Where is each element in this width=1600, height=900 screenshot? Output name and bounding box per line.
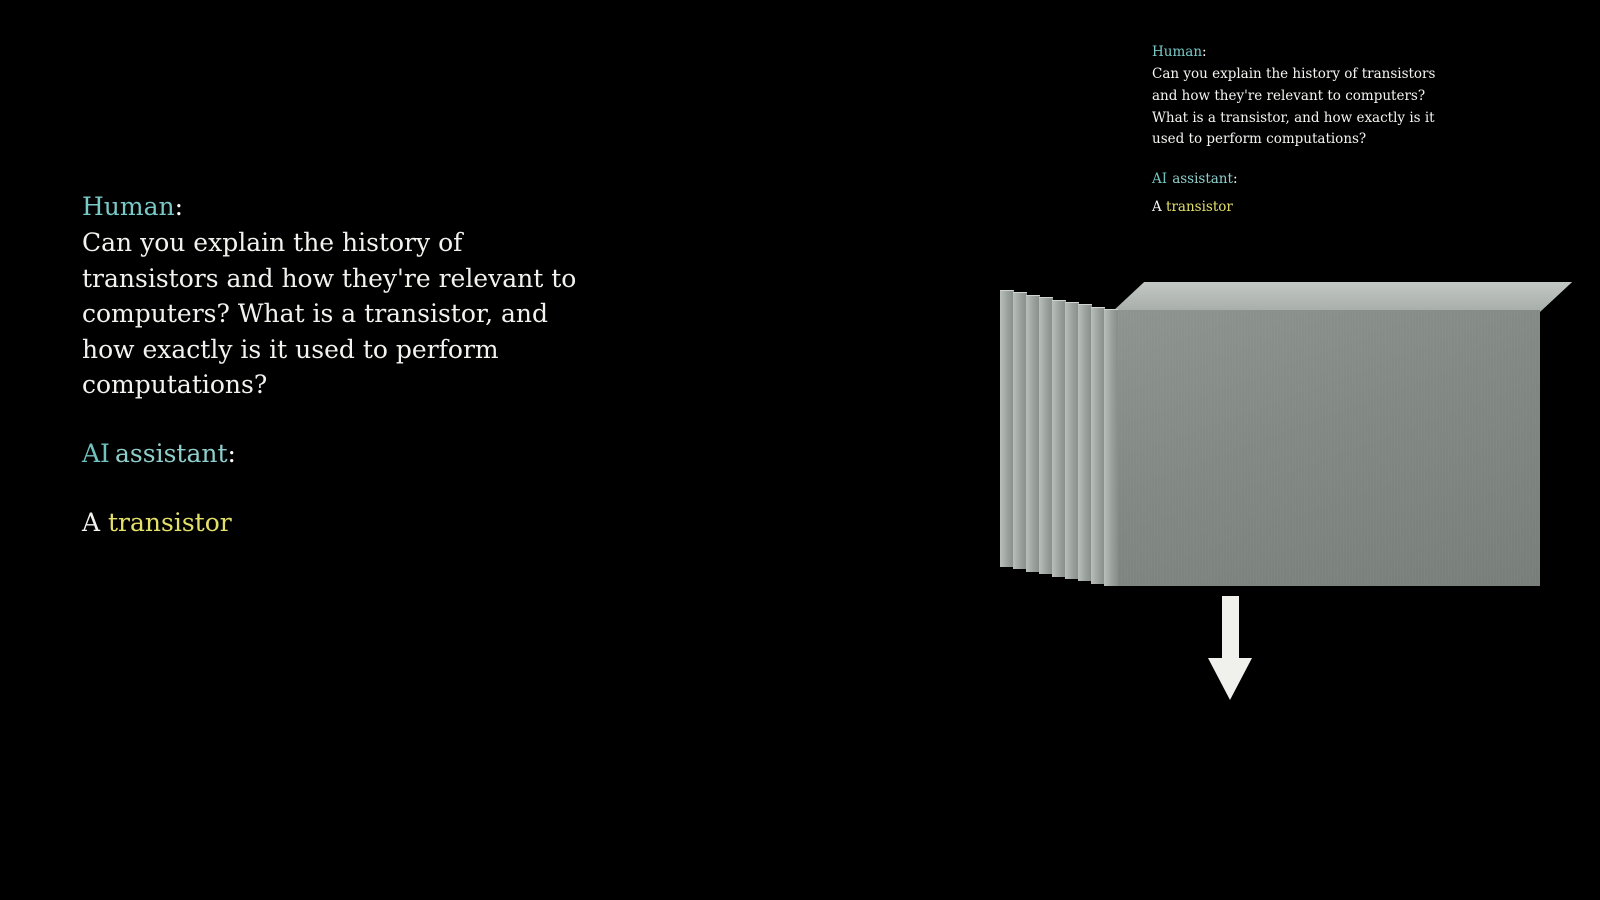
down-arrow-shaft xyxy=(1222,596,1239,662)
ai-speaker-line-small xyxy=(1152,167,1452,189)
layer-stack-figure xyxy=(1000,282,1560,612)
stack-slab xyxy=(1078,304,1092,581)
human-speaker-colon-small: : xyxy=(1202,44,1207,60)
ai-speaker-colon: : xyxy=(227,438,236,468)
stack-front-face xyxy=(1112,310,1540,586)
ai-speaker-label-primary: AI xyxy=(82,438,110,468)
stack-slab xyxy=(1013,292,1027,569)
ai-answer-prefix: A xyxy=(82,507,101,537)
human-speaker-colon: : xyxy=(174,192,184,221)
left-transcript-panel xyxy=(82,190,602,537)
stack-slab xyxy=(1091,307,1105,584)
human-speaker-label: Human xyxy=(82,192,175,221)
human-prompt-text-small: Can you explain the history of transistors and how they're relevant to computers? What is a transistor, and how exactly is it used to perform computations? xyxy=(1152,65,1436,148)
ai-speaker-label-secondary-small: assistant xyxy=(1172,171,1233,188)
human-prompt-text: Can you explain the history of transistors and how they're relevant to computers? What is a transistor, and how exactly is it used to perform computations? xyxy=(82,228,577,399)
down-arrow-icon xyxy=(1208,596,1252,700)
human-speaker-line xyxy=(82,190,602,223)
stack-slab xyxy=(1026,295,1040,572)
ai-speaker-label-secondary: assistant xyxy=(115,438,228,468)
stack-slab xyxy=(1104,309,1118,586)
transcript-gap xyxy=(82,403,602,437)
ai-answer-prefix-small: A xyxy=(1152,199,1162,216)
ai-answer-highlight: transistor xyxy=(108,507,232,537)
human-speaker-line-small xyxy=(1152,40,1452,62)
ai-speaker-line xyxy=(82,437,602,470)
ai-speaker-colon-small: : xyxy=(1232,171,1238,188)
transcript-gap-small xyxy=(1152,151,1452,167)
ai-speaker-label-primary-small: AI xyxy=(1152,171,1168,188)
right-transcript-panel xyxy=(1152,40,1452,215)
stack-slab xyxy=(1000,290,1014,567)
stack-slab xyxy=(1039,297,1053,574)
ai-answer-highlight-small: transistor xyxy=(1166,199,1233,216)
down-arrow-head xyxy=(1208,658,1252,700)
stack-slab xyxy=(1065,302,1079,579)
ai-answer-text-small xyxy=(1152,199,1452,215)
stack-slab xyxy=(1052,300,1066,577)
human-speaker-label-small: Human xyxy=(1152,44,1203,60)
stack-top-face xyxy=(1112,282,1572,312)
ai-answer-text xyxy=(82,508,602,537)
